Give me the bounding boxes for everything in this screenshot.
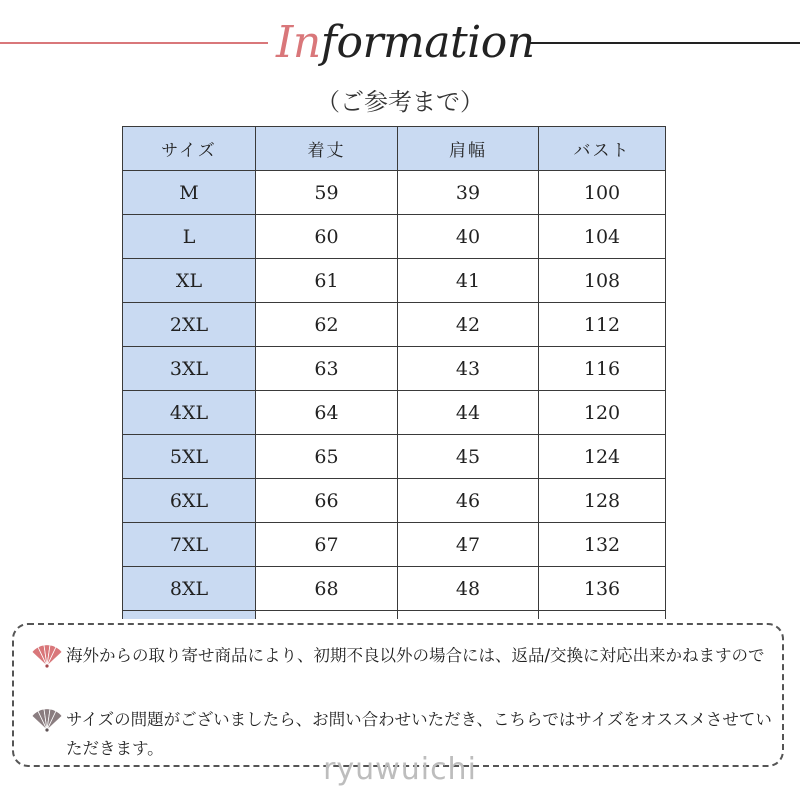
table-cell: 44 [398,391,539,435]
table-row [123,171,666,215]
notice-box [12,623,784,767]
table-row [123,567,666,611]
size-cell: XL [123,259,256,303]
table-cell: 63 [256,347,398,391]
table-cell: 124 [539,435,666,479]
table-cell: 132 [539,523,666,567]
table-row [123,259,666,303]
page-subtitle: （ご参考まで） [316,88,484,116]
page-title [276,10,535,76]
table-cell-empty [539,611,666,620]
table-cell: 67 [256,523,398,567]
table-cell: 120 [539,391,666,435]
table-cell: 48 [398,567,539,611]
notice-item [30,641,778,670]
table-row [123,347,666,391]
size-cell: 3XL [123,347,256,391]
title-accent: In [276,17,321,68]
table-cell: 40 [398,215,539,259]
size-cell: M [123,171,256,215]
table-cell: 61 [256,259,398,303]
table-cell: 60 [256,215,398,259]
header-rule-right [530,42,800,44]
table-cell: 108 [539,259,666,303]
notice-text: 海外からの取り寄せ商品により、初期不良以外の場合には、返品/交換に対応出来かねますので [66,646,765,665]
table-cell: 45 [398,435,539,479]
size-table [122,126,666,619]
title-rest: formation [320,17,535,68]
table-cell: 136 [539,567,666,611]
size-cell: 2XL [123,303,256,347]
table-cell: 39 [398,171,539,215]
watermark: ryuwuichi [323,752,477,787]
table-cell: 128 [539,479,666,523]
fan-icon [30,644,64,668]
table-row [123,391,666,435]
table-row [123,479,666,523]
size-cell: 4XL [123,391,256,435]
notice-text: サイズの問題がございましたら、お問い合わせいただき、こちらではサイズをオススメさせていただきます。 [66,710,772,758]
table-cell: 47 [398,523,539,567]
column-header: 肩幅 [398,127,539,171]
table-cell: 68 [256,567,398,611]
header-rule-left [0,42,268,44]
size-cell: 5XL [123,435,256,479]
table-cell-empty [398,611,539,620]
table-cell: 41 [398,259,539,303]
table-cell: 46 [398,479,539,523]
table-cell: 112 [539,303,666,347]
column-header: サイズ [123,127,256,171]
table-row [123,523,666,567]
table-cell: 42 [398,303,539,347]
table-row [123,303,666,347]
table-row [123,215,666,259]
table-row-cut-off [123,611,666,620]
table-cell: 59 [256,171,398,215]
table-row [123,435,666,479]
column-header: 着丈 [256,127,398,171]
size-cell: 8XL [123,567,256,611]
table-cell: 100 [539,171,666,215]
fan-icon [30,708,64,732]
size-cell-empty [123,611,256,620]
table-cell-empty [256,611,398,620]
table-cell: 64 [256,391,398,435]
table-cell: 116 [539,347,666,391]
size-cell: 7XL [123,523,256,567]
table-cell: 66 [256,479,398,523]
table-cell: 104 [539,215,666,259]
size-cell: 6XL [123,479,256,523]
table-cell: 65 [256,435,398,479]
size-cell: L [123,215,256,259]
table-cell: 62 [256,303,398,347]
table-cell: 43 [398,347,539,391]
column-header: バスト [539,127,666,171]
table-header-row [123,127,666,171]
